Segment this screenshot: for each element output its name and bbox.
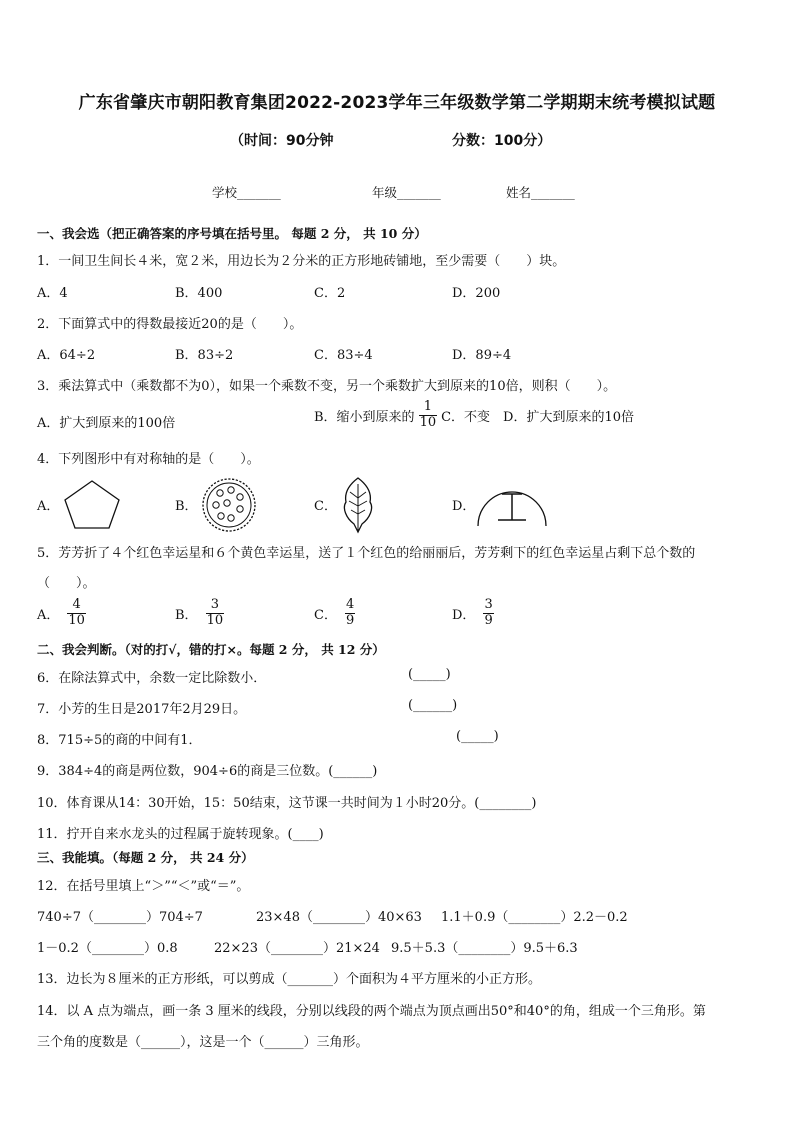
q5-option-b-numerator: 3	[210, 597, 219, 612]
school-field: 学校_______	[212, 185, 281, 200]
section-1-heading: 一、我会选（把正确答案的序号填在括号里。 每题 2 分， 共 10 分）	[37, 226, 427, 241]
question-5: 5．芳芳折了４个红色幸运星和６个黄色幸运星，送了１个红色的给丽丽后，芳芳剩下的红色幸运星占剩下总个数的	[37, 546, 696, 561]
name-field: 姓名_______	[506, 185, 575, 200]
question-3: 3．乘法算式中（乘数都不为0），如果一个乘数不变，另一个乘数扩大到原来的10倍，则积（ ）。	[37, 379, 617, 394]
q1-option-b: B．400	[175, 286, 223, 301]
question-12: 12．在括号里填上“＞”“＜”或“＝”。	[37, 879, 250, 894]
q5-option-d-label: D．	[452, 607, 476, 623]
question-8: 8．715÷5的商的中间有1．	[37, 733, 202, 748]
q5-option-a-label: A．	[37, 607, 60, 623]
q5-option-b	[175, 598, 224, 629]
question-1: 1．一间卫生间长４米，宽２米，用边长为２分米的正方形地砖铺地，至少需要（ ）块。	[37, 254, 566, 269]
q4-option-c: C．	[314, 499, 337, 514]
question-14-line1: 14．以 A 点为端点，画一条 3 厘米的线段，分别以线段的两个端点为顶点画出50°和40°的角，组成一个三角形。第	[37, 1004, 706, 1019]
q5-option-c	[314, 598, 355, 629]
q5-option-a	[37, 598, 86, 629]
q12-row2-item3: 9.5＋5.3（________）9.5＋6.3	[391, 941, 578, 956]
q2-option-c: C．83÷4	[314, 348, 373, 363]
page-title: 广东省肇庆市朝阳教育集团2022-2023学年三年级数学第二学期期末统考模拟试题	[78, 93, 716, 113]
question-11: 11．拧开自来水龙头的过程属于旋转现象。(____)	[37, 827, 324, 842]
q5-option-d-numerator: 3	[484, 597, 493, 612]
q1-option-c: C．2	[314, 286, 346, 301]
q5-option-c-label: C．	[314, 607, 337, 623]
q5-option-d	[452, 598, 494, 629]
q12-row1-item2: 23×48（________）40×63	[256, 910, 422, 925]
arch-figure	[474, 474, 550, 530]
q4-option-a: A．	[37, 499, 60, 514]
q5-option-b-label: B．	[175, 607, 198, 623]
q2-option-b: B．83÷2	[175, 348, 234, 363]
q3-option-cd: C．不变 D．扩大到原来的10倍	[441, 409, 635, 425]
question-7-answer: (______)	[408, 698, 458, 713]
q12-row2-item1: 1－0.2（________）0.8	[37, 941, 178, 956]
question-9: 9．384÷4的商是两位数，904÷6的商是三位数。(______)	[37, 764, 378, 779]
q3-option-b	[314, 400, 634, 431]
q3-fraction	[419, 400, 438, 431]
q4-option-d: D．	[452, 499, 476, 514]
q5-option-a-denominator: 10	[68, 612, 85, 628]
grade-field: 年级_______	[372, 185, 441, 200]
exam-time: （时间：90分钟	[230, 133, 334, 149]
q2-option-d: D．89÷4	[452, 348, 512, 363]
q5-option-b-denominator: 10	[206, 612, 224, 628]
question-6-answer: (_____)	[408, 667, 451, 682]
question-14-line2: 三个角的度数是（______），这是一个（______）三角形。	[37, 1035, 369, 1050]
q3-fraction-denominator: 10	[419, 414, 437, 430]
question-13: 13．边长为８厘米的正方形纸，可以剪成（_______）个面积为４平方厘米的小正方形。	[37, 972, 542, 987]
question-7: 7．小芳的生日是2017年2月29日。	[37, 702, 247, 717]
q4-option-b: B．	[175, 499, 198, 514]
q5-option-c-denominator: 9	[345, 612, 355, 628]
q5-option-d-fraction	[483, 598, 493, 629]
q5-option-d-denominator: 9	[484, 612, 493, 628]
question-10: 10．体育课从14：30开始，15：50结束，这节课一共时间为１小时20分。(________)	[37, 796, 537, 811]
question-5-bracket: （ ）。	[37, 576, 96, 591]
question-2: 2．下面算式中的得数最接近20的是（ ）。	[37, 317, 303, 332]
exam-score: 分数：100分）	[452, 133, 552, 149]
question-4: 4．下列图形中有对称轴的是（ ）。	[37, 452, 260, 467]
section-3-heading: 三、我能填。（每题 2 分， 共 24 分）	[37, 850, 254, 865]
q1-option-d: D．200	[452, 286, 501, 301]
question-6: 6．在除法算式中，余数一定比除数小．	[37, 671, 267, 686]
pentagon-figure	[62, 478, 122, 530]
cookie-figure	[200, 476, 258, 534]
question-8-answer: (_____)	[456, 729, 499, 744]
q3-option-b-text: B．缩小到原来的	[314, 409, 415, 425]
q5-option-b-fraction	[206, 598, 225, 629]
leaf-figure	[338, 474, 378, 536]
q12-row1-item3: 1.1＋0.9（________）2.2－0.2	[441, 910, 628, 925]
q5-option-c-numerator: 4	[345, 597, 355, 612]
q3-option-a: A．扩大到原来的100倍	[37, 416, 176, 431]
q5-option-a-fraction	[67, 598, 86, 629]
q2-option-a: A．64÷2	[37, 348, 96, 363]
q12-row1-item1: 740÷7（________）704÷7	[37, 910, 203, 925]
q12-row2-item2: 22×23（________）21×24	[214, 941, 380, 956]
q5-option-a-numerator: 4	[72, 597, 81, 612]
q5-option-c-fraction	[345, 598, 355, 629]
section-2-heading: 二、我会判断。（对的打√，错的打×。每题 2 分， 共 12 分）	[37, 642, 385, 657]
q3-fraction-numerator: 1	[423, 399, 432, 414]
q1-option-a: A．4	[37, 286, 68, 301]
